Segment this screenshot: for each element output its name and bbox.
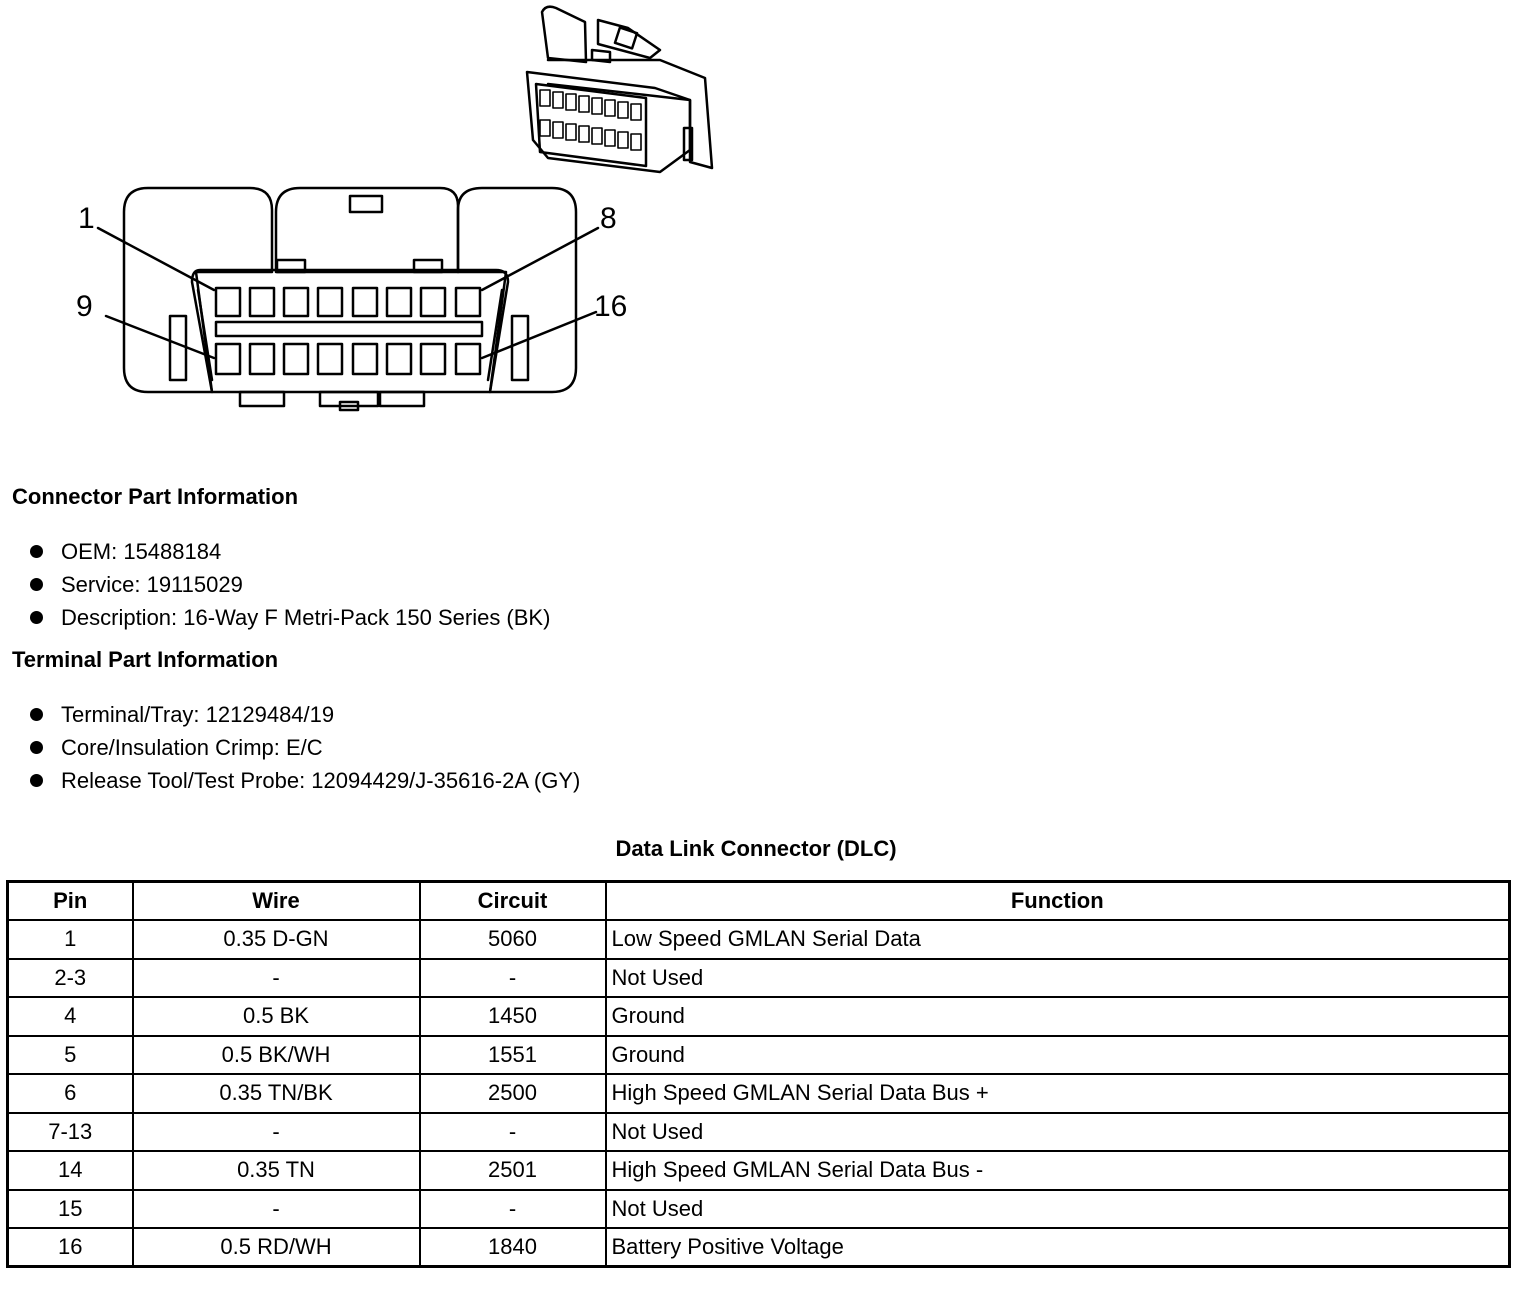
column-header-pin: Pin (8, 882, 133, 921)
cell-pin: 5 (8, 1036, 133, 1075)
table-row (8, 1113, 1510, 1152)
cell-wire: 0.35 TN (133, 1151, 420, 1190)
list-item-text: Service: 19115029 (61, 572, 243, 597)
table-row (8, 1036, 1510, 1075)
cell-circuit: 2500 (420, 1074, 606, 1113)
table-title: Data Link Connector (DLC) (615, 836, 897, 861)
connector-part-info-list (28, 535, 550, 634)
cell-pin: 16 (8, 1228, 133, 1267)
cell-wire: 0.5 BK/WH (133, 1036, 420, 1075)
table-row (8, 1151, 1510, 1190)
cell-wire: - (133, 1190, 420, 1229)
cell-pin: 15 (8, 1190, 133, 1229)
table-row (8, 1228, 1510, 1267)
column-header-function: Function (606, 882, 1510, 921)
column-header-wire: Wire (133, 882, 420, 921)
cell-circuit: - (420, 1190, 606, 1229)
cell-wire: - (133, 1113, 420, 1152)
cell-pin: 14 (8, 1151, 133, 1190)
dlc-pinout-table (6, 880, 1511, 1268)
list-item (28, 764, 580, 797)
table-row (8, 1074, 1510, 1113)
pin-callout-9: 9 (76, 290, 93, 323)
cell-wire: 0.5 RD/WH (133, 1228, 420, 1267)
cell-function: Not Used (606, 959, 1510, 998)
cell-pin: 4 (8, 997, 133, 1036)
cell-function: Not Used (606, 1190, 1510, 1229)
table-row (8, 920, 1510, 959)
cell-pin: 6 (8, 1074, 133, 1113)
cell-function: Not Used (606, 1113, 1510, 1152)
table-row (8, 997, 1510, 1036)
pin-callout-16: 16 (594, 290, 628, 323)
cell-pin: 1 (8, 920, 133, 959)
cell-pin: 7-13 (8, 1113, 133, 1152)
list-item-text: Release Tool/Test Probe: 12094429/J-35616-2A (GY) (61, 768, 581, 793)
cell-circuit: 2501 (420, 1151, 606, 1190)
list-item-text: Core/Insulation Crimp: E/C (61, 735, 323, 760)
connector-diagram (0, 0, 1520, 440)
terminal-part-info-heading: Terminal Part Information (12, 647, 279, 672)
list-item-text: Description: 16-Way F Metri-Pack 150 Series (BK) (61, 605, 551, 630)
list-item (28, 731, 580, 764)
cell-wire: 0.35 TN/BK (133, 1074, 420, 1113)
list-item-text: Terminal/Tray: 12129484/19 (61, 702, 335, 727)
connector-isometric-view (527, 7, 712, 172)
bullet-icon (30, 611, 43, 624)
list-item (28, 698, 580, 731)
cell-wire: 0.35 D-GN (133, 920, 420, 959)
cell-wire: - (133, 959, 420, 998)
cell-circuit: 5060 (420, 920, 606, 959)
cell-circuit: 1450 (420, 997, 606, 1036)
cell-function: High Speed GMLAN Serial Data Bus + (606, 1074, 1510, 1113)
cell-function: Ground (606, 997, 1510, 1036)
connector-front-view (98, 188, 598, 410)
pin-callout-1: 1 (78, 202, 95, 235)
table-row (8, 959, 1510, 998)
list-item (28, 568, 550, 601)
bullet-icon (30, 545, 43, 558)
list-item (28, 535, 550, 568)
pin-callout-8: 8 (600, 202, 617, 235)
list-item-text: OEM: 15488184 (61, 539, 222, 564)
cell-function: Battery Positive Voltage (606, 1228, 1510, 1267)
cell-circuit: - (420, 1113, 606, 1152)
column-header-circuit: Circuit (420, 882, 606, 921)
list-item (28, 601, 550, 634)
cell-circuit: 1551 (420, 1036, 606, 1075)
bullet-icon (30, 708, 43, 721)
bullet-icon (30, 741, 43, 754)
table-header-row (8, 882, 1510, 921)
cell-function: High Speed GMLAN Serial Data Bus - (606, 1151, 1510, 1190)
terminal-part-info-list (28, 698, 580, 797)
bullet-icon (30, 578, 43, 591)
cell-circuit: 1840 (420, 1228, 606, 1267)
bullet-icon (30, 774, 43, 787)
cell-pin: 2-3 (8, 959, 133, 998)
connector-part-info-heading: Connector Part Information (12, 484, 299, 509)
cell-wire: 0.5 BK (133, 997, 420, 1036)
cell-circuit: - (420, 959, 606, 998)
cell-function: Ground (606, 1036, 1510, 1075)
cell-function: Low Speed GMLAN Serial Data (606, 920, 1510, 959)
table-row (8, 1190, 1510, 1229)
